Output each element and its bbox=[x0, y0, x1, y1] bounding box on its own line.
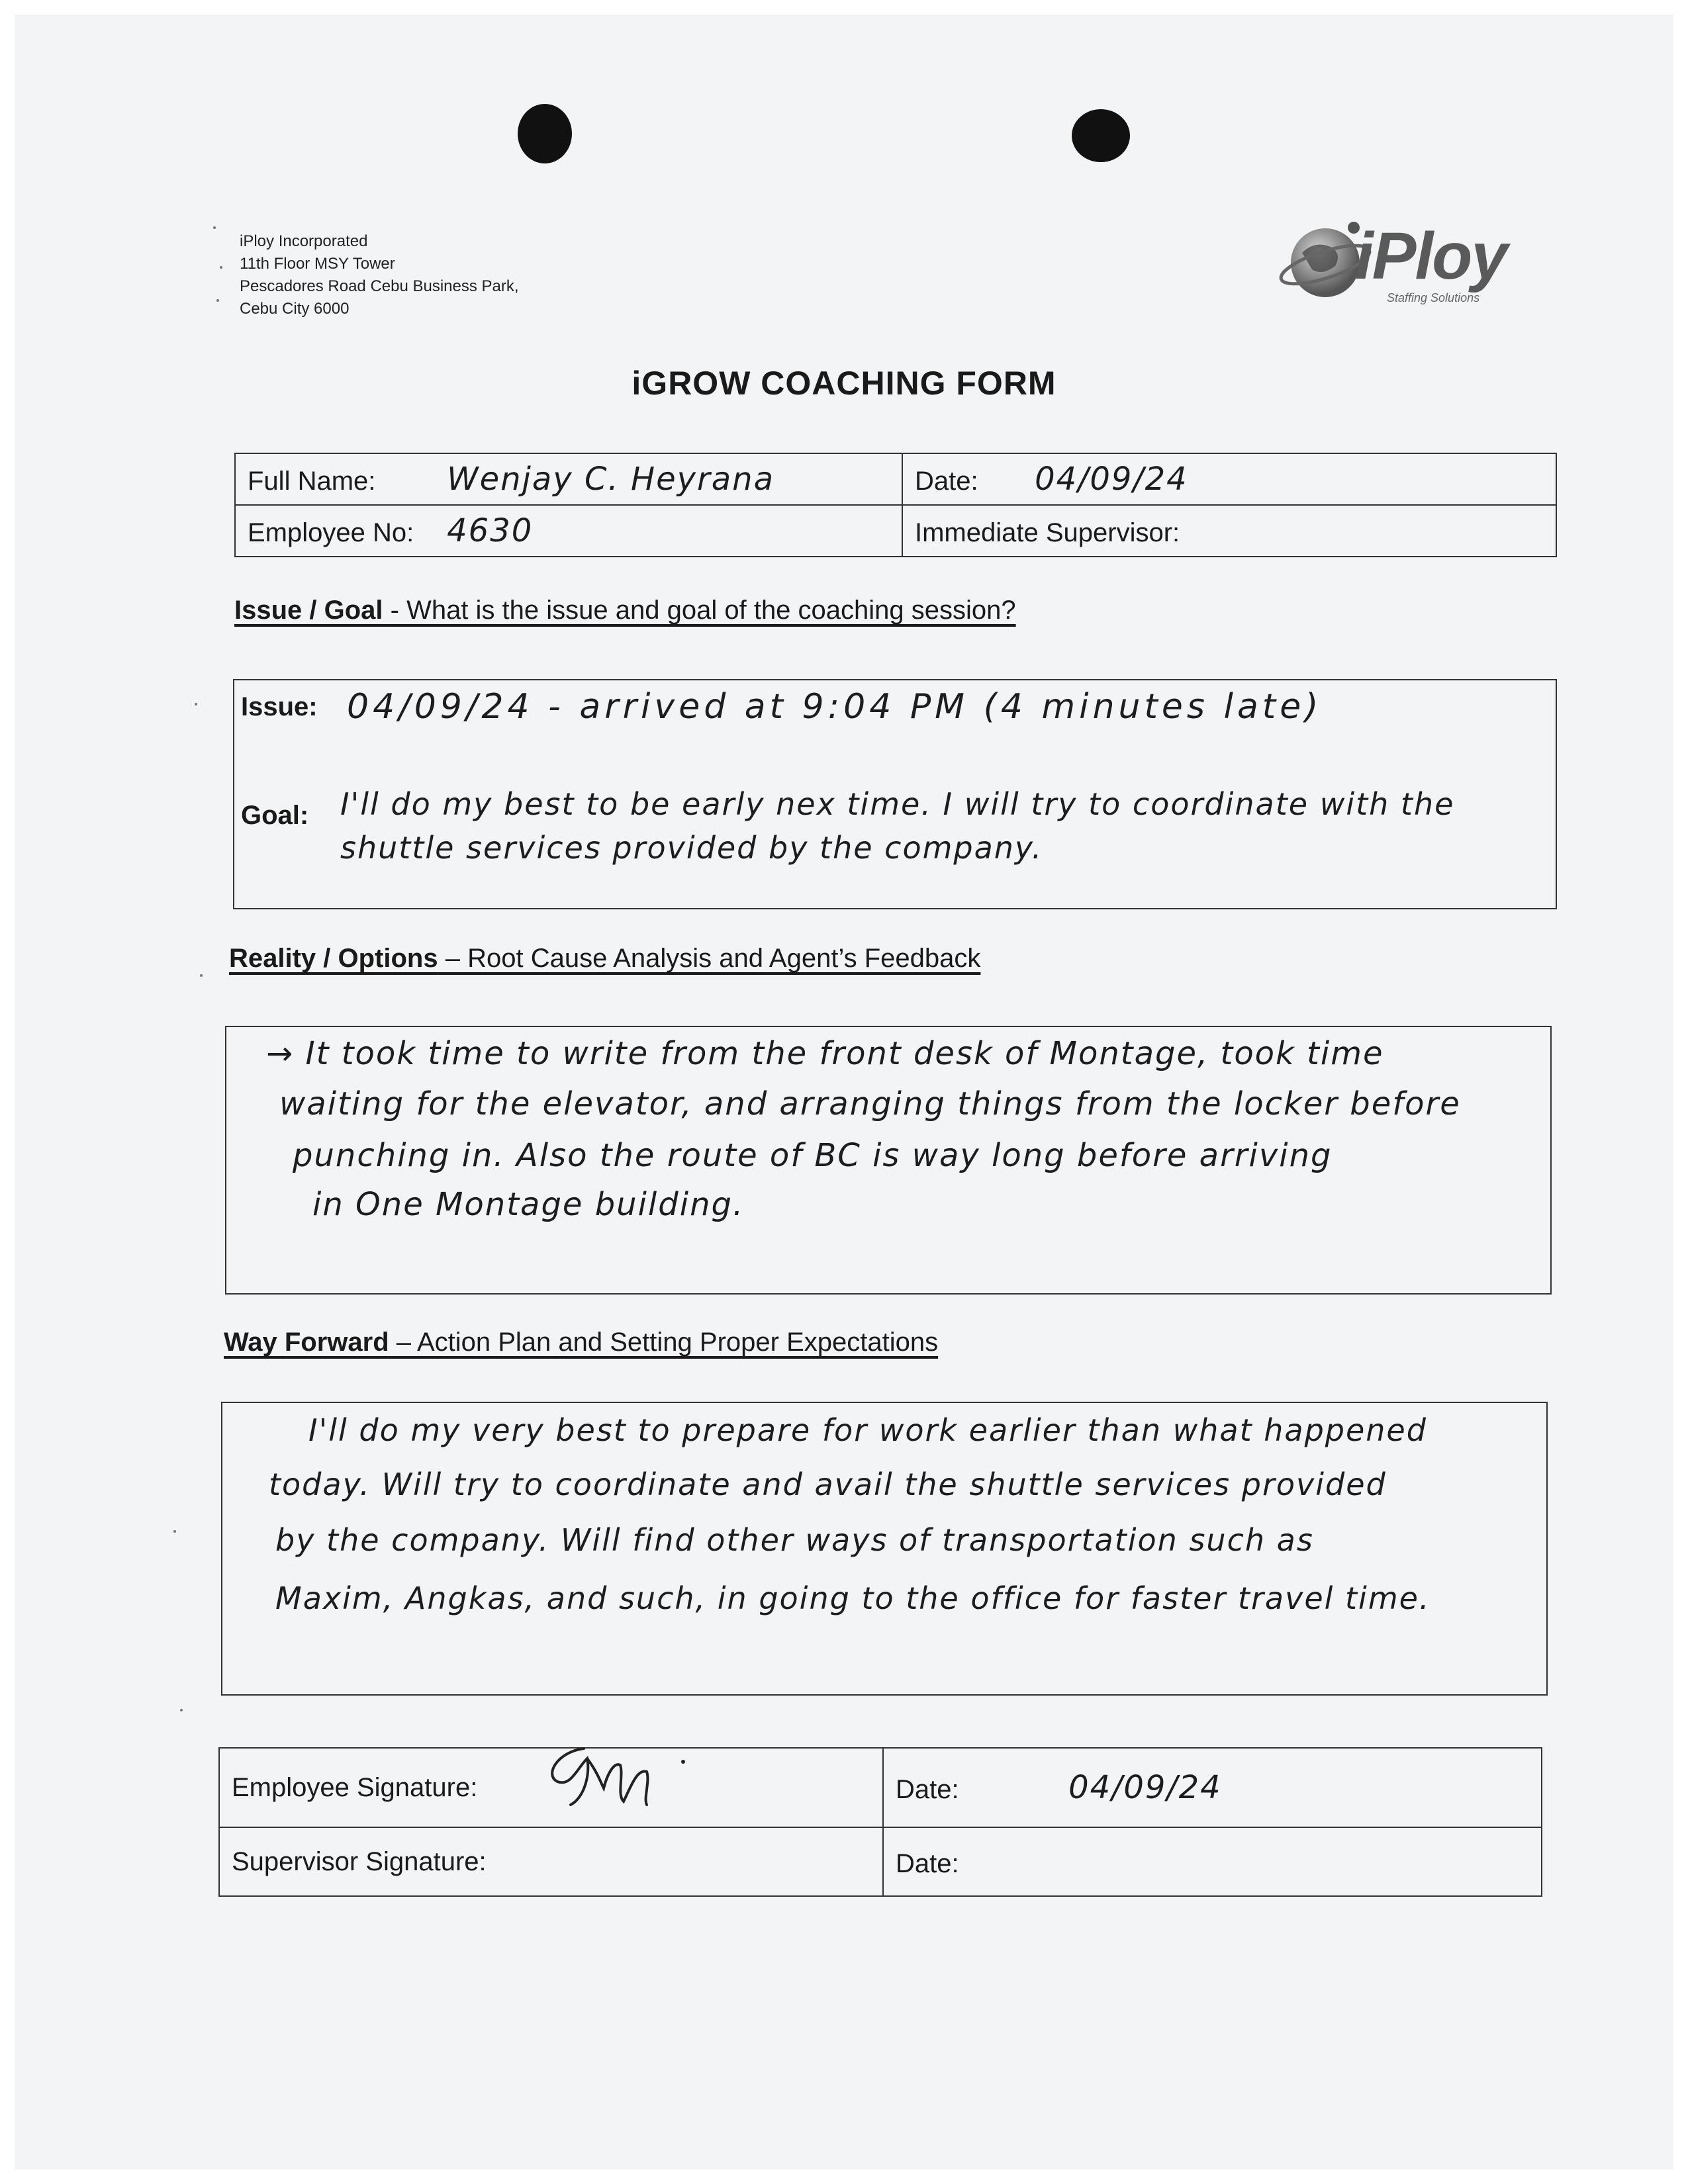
employee-no-cell bbox=[235, 505, 902, 557]
full-name-cell bbox=[235, 453, 902, 505]
handwritten-signature-icon bbox=[531, 1735, 690, 1808]
goal-label: Goal: bbox=[241, 801, 309, 830]
date-value: 04/09/24 bbox=[1035, 461, 1188, 498]
way-forward-heading-rest: – Action Plan and Setting Proper Expectations bbox=[389, 1328, 939, 1357]
date-cell bbox=[902, 453, 1556, 505]
scan-speck bbox=[213, 226, 216, 229]
signature-table bbox=[218, 1747, 1542, 1897]
scan-speck bbox=[195, 703, 197, 705]
logo-tagline: Staffing Solutions bbox=[1387, 291, 1480, 304]
employee-signature-label: Employee Signature: bbox=[232, 1772, 478, 1802]
scan-speck bbox=[216, 299, 219, 302]
employee-date-cell bbox=[883, 1748, 1542, 1827]
scan-speck bbox=[180, 1709, 183, 1711]
address-line: iPloy Incorporated bbox=[240, 232, 368, 250]
supervisor-signature-cell bbox=[219, 1827, 883, 1896]
goal-line: I'll do my best to be early nex time. I will try to coordinate with the bbox=[340, 786, 1455, 822]
supervisor-label: Immediate Supervisor: bbox=[915, 518, 1180, 547]
supervisor-cell bbox=[902, 505, 1556, 557]
issue-goal-heading bbox=[234, 596, 1016, 625]
scanned-form-page bbox=[15, 15, 1673, 2169]
issue-text: 04/09/24 - arrived at 9:04 PM (4 minutes late) bbox=[347, 687, 1323, 727]
iploy-logo bbox=[1276, 213, 1540, 312]
scan-speck bbox=[200, 974, 203, 977]
logo-wordmark: iPloy bbox=[1355, 219, 1507, 293]
issue-goal-heading-bold: Issue / Goal bbox=[234, 596, 383, 625]
reality-line: in One Montage building. bbox=[312, 1186, 745, 1223]
way-forward-line: I'll do my very best to prepare for work earlier than what happened bbox=[308, 1412, 1427, 1448]
way-forward-heading bbox=[224, 1328, 938, 1357]
supervisor-date-label: Date: bbox=[896, 1849, 959, 1878]
issue-label: Issue: bbox=[241, 692, 318, 721]
form-title: iGROW COACHING FORM bbox=[632, 365, 1056, 402]
address-line: Pescadores Road Cebu Business Park, bbox=[240, 277, 519, 295]
employee-date-value: 04/09/24 bbox=[1068, 1769, 1222, 1806]
scan-speck bbox=[220, 266, 222, 269]
address-line: Cebu City 6000 bbox=[240, 300, 350, 318]
issue-goal-heading-rest: - What is the issue and goal of the coaching session? bbox=[383, 596, 1016, 625]
employee-info-table bbox=[234, 453, 1557, 557]
issue-goal-box bbox=[233, 679, 1557, 909]
full-name-label: Full Name: bbox=[248, 467, 376, 496]
punch-hole-right bbox=[1072, 109, 1130, 162]
company-address bbox=[240, 230, 519, 320]
reality-line: waiting for the elevator, and arranging things from the locker before bbox=[279, 1085, 1461, 1122]
way-forward-line: today. Will try to coordinate and avail the shuttle services provided bbox=[269, 1467, 1387, 1502]
full-name-value: Wenjay C. Heyrana bbox=[447, 461, 774, 498]
scan-speck bbox=[173, 1530, 176, 1533]
date-label: Date: bbox=[915, 467, 978, 496]
reality-heading-bold: Reality / Options bbox=[229, 944, 438, 973]
way-forward-line: by the company. Will find other ways of transportation such as bbox=[275, 1522, 1314, 1558]
employee-date-label: Date: bbox=[896, 1775, 959, 1804]
reality-options-box bbox=[225, 1026, 1552, 1295]
reality-line: punching in. Also the route of BC is way long before arriving bbox=[293, 1137, 1333, 1174]
supervisor-signature-label: Supervisor Signature: bbox=[232, 1846, 487, 1876]
goal-line: shuttle services provided by the company. bbox=[340, 830, 1043, 866]
way-forward-box bbox=[221, 1402, 1548, 1696]
employee-no-value: 4630 bbox=[447, 512, 534, 549]
reality-options-heading bbox=[229, 944, 980, 974]
reality-heading-rest: – Root Cause Analysis and Agent’s Feedback bbox=[438, 944, 981, 973]
address-line: 11th Floor MSY Tower bbox=[240, 255, 395, 273]
employee-signature-cell bbox=[219, 1748, 883, 1827]
way-forward-line: Maxim, Angkas, and such, in going to the office for faster travel time. bbox=[275, 1580, 1430, 1616]
punch-hole-left bbox=[518, 104, 572, 163]
supervisor-date-cell bbox=[883, 1827, 1542, 1896]
employee-no-label: Employee No: bbox=[248, 518, 414, 547]
reality-line: → It took time to write from the front desk of Montage, took time bbox=[266, 1035, 1384, 1072]
way-forward-heading-bold: Way Forward bbox=[224, 1328, 389, 1357]
